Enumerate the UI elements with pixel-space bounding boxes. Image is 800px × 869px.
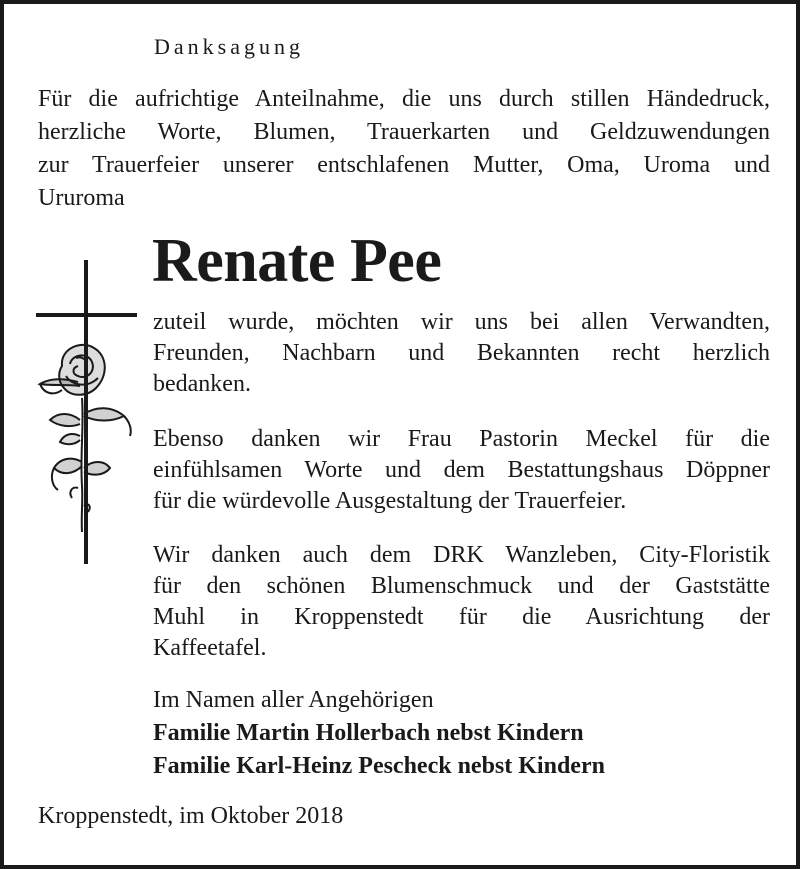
rose-icon [32,336,142,536]
intro-line: Für die aufrichtige Anteilnahme, die uns durch stillen Händedruck, [38,86,770,112]
intro-line: Ururoma [38,185,125,211]
thanks-paragraph [153,307,770,400]
signature-intro: Im Namen aller Angehörigen [153,687,434,713]
organizations-paragraph [153,540,770,664]
paragraph-line: bedanken. [153,371,251,397]
paragraph-line: Muhl in Kroppenstedt für die Ausrichtung der [153,604,770,630]
paragraph-line: Ebenso danken wir Frau Pastorin Meckel für die [153,426,770,452]
paragraph-line: für die würdevolle Ausgestaltung der Trauerfeier. [153,488,627,514]
paragraph-line: Kaffeetafel. [153,635,267,661]
deceased-name: Renate Pee [152,227,442,295]
pastor-paragraph [153,424,770,517]
intro-line: herzliche Worte, Blumen, Trauerkarten und Geldzuwendungen [38,119,770,145]
intro-line: zur Trauerfeier unserer entschlafenen Mutter, Oma, Uroma und [38,152,770,178]
family-name: Familie Karl-Heinz Pescheck nebst Kindern [153,753,605,779]
family-name: Familie Martin Hollerbach nebst Kindern [153,720,584,746]
heading: Danksagung [154,34,304,59]
intro-text [38,83,770,215]
paragraph-line: einfühlsamen Worte und dem Bestattungshaus Döppner [153,457,770,483]
paragraph-line: Wir danken auch dem DRK Wanzleben, City-Floristik [153,542,770,568]
paragraph-line: Freunden, Nachbarn und Bekannten recht herzlich [153,340,770,366]
signature-block [153,684,605,783]
paragraph-line: zuteil wurde, möchten wir uns bei allen Verwandten, [153,309,770,335]
paragraph-line: für den schönen Blumenschmuck und der Gaststätte [153,573,770,599]
place-date: Kroppenstedt, im Oktober 2018 [38,803,344,829]
